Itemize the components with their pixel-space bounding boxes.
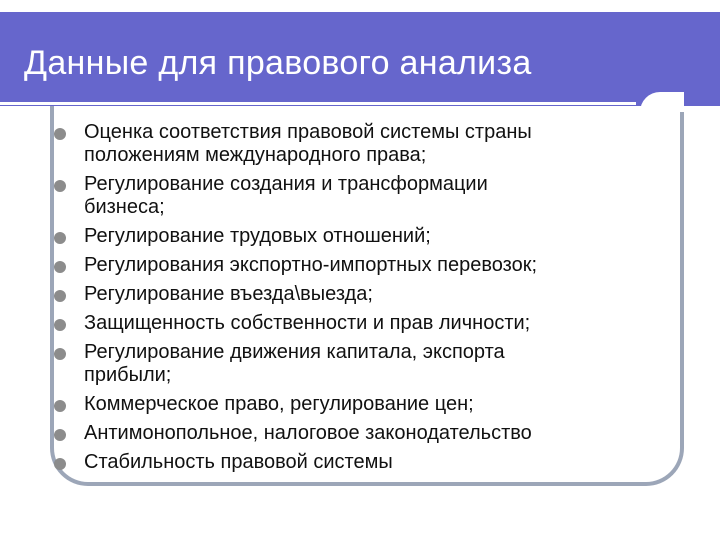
list-item-text: Регулирования экспортно-импортных перевозок; bbox=[84, 254, 538, 276]
list-item bbox=[54, 225, 674, 248]
list-item-text: Защищенность собственности и прав личности; bbox=[84, 312, 531, 334]
title-underline bbox=[0, 102, 636, 105]
list-item-text: Стабильность правовой системы bbox=[84, 451, 393, 473]
list-item-text-cont: прибыли; bbox=[84, 364, 172, 386]
list-item-text: Регулирование трудовых отношений; bbox=[84, 225, 431, 247]
list-item bbox=[54, 121, 674, 167]
list-item bbox=[54, 283, 674, 306]
bullet-dot-icon bbox=[54, 128, 66, 140]
bullet-dot-icon bbox=[54, 261, 66, 273]
bullet-dot-icon bbox=[54, 180, 66, 192]
list-item bbox=[54, 393, 674, 416]
list-item-text: Коммерческое право, регулирование цен; bbox=[84, 393, 474, 415]
bullet-list bbox=[54, 121, 674, 480]
list-item bbox=[54, 341, 674, 387]
list-item-text: Оценка соответствия правовой системы страны bbox=[84, 121, 532, 143]
title-bar bbox=[0, 12, 720, 106]
list-item-text: Регулирование движения капитала, экспорта bbox=[84, 341, 505, 363]
list-item bbox=[54, 451, 674, 474]
list-item bbox=[54, 173, 674, 219]
list-item-text: Антимонопольное, налоговое законодательство bbox=[84, 422, 532, 444]
bullet-dot-icon bbox=[54, 429, 66, 441]
list-item-text-cont: положениям международного права; bbox=[84, 144, 427, 166]
bullet-dot-icon bbox=[54, 458, 66, 470]
list-item bbox=[54, 422, 674, 445]
list-item-text: Регулирование создания и трансформации bbox=[84, 173, 488, 195]
bullet-dot-icon bbox=[54, 400, 66, 412]
bullet-dot-icon bbox=[54, 290, 66, 302]
bullet-dot-icon bbox=[54, 348, 66, 360]
bullet-dot-icon bbox=[54, 232, 66, 244]
list-item-text: Регулирование въезда\выезда; bbox=[84, 283, 373, 305]
slide-title: Данные для правового анализа bbox=[24, 44, 532, 82]
bullet-dot-icon bbox=[54, 319, 66, 331]
list-item bbox=[54, 312, 674, 335]
list-item bbox=[54, 254, 674, 277]
list-item-text-cont: бизнеса; bbox=[84, 196, 165, 218]
